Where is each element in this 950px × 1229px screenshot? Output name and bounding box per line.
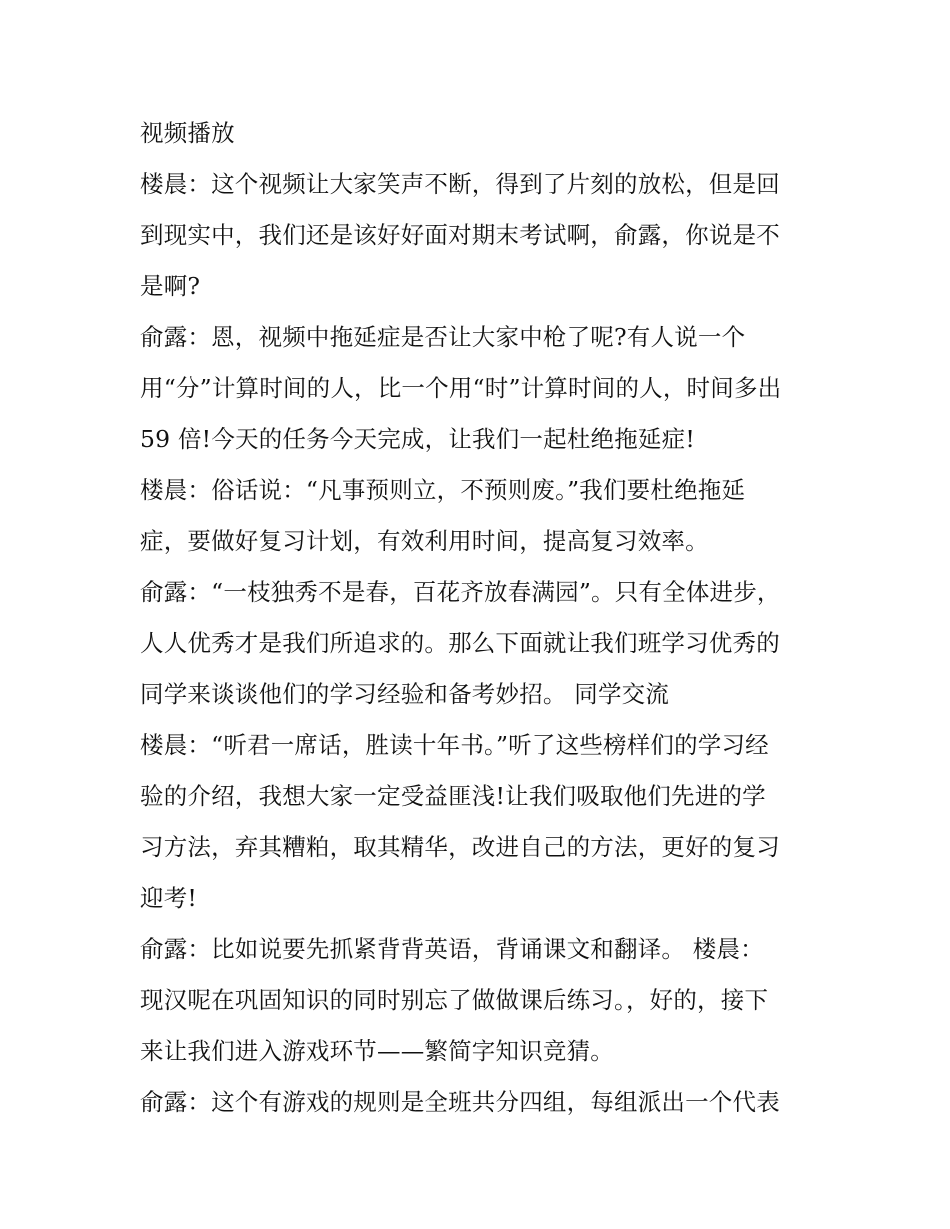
script-text-block xyxy=(140,108,820,1128)
text-line: 俞露：恩，视频中拖延症是否让大家中枪了呢?有人说一个 xyxy=(140,323,746,351)
text-line: 俞露：“一枝独秀不是春，百花齐放春满园”。只有全体进步， xyxy=(140,578,781,606)
text-line: 人人优秀才是我们所追求的。那么下面就让我们班学习优秀的 xyxy=(140,629,780,657)
text-line: 习方法，弃其糟粕，取其精华，改进自己的方法，更好的复习 xyxy=(140,833,780,861)
text-line: 用“分”计算时间的人，比一个用“时”计算时间的人，时间多出 xyxy=(140,374,782,402)
text-line: 楼晨：这个视频让大家笑声不断，得到了片刻的放松，但是回 xyxy=(140,170,780,198)
text-line: 楼晨：俗话说：“凡事预则立，不预则废。”我们要杜绝拖延 xyxy=(140,476,746,504)
text-line: 楼晨：“听君一席话，胜读十年书。”听了这些榜样们的学习经 xyxy=(140,731,769,759)
text-line: 来让我们进入游戏环节——繁简字知识竞猜。 xyxy=(140,1037,614,1065)
text-line: 现汉呢在巩固知识的同时别忘了做做课后练习。，好的，接下 xyxy=(140,986,769,1014)
text-line: 验的介绍，我想大家一定受益匪浅!让我们吸取他们先进的学 xyxy=(140,782,766,810)
text-line: 同学来谈谈他们的学习经验和备考妙招。 同学交流 xyxy=(140,680,670,708)
text-line: 59 倍!今天的任务今天完成，让我们一起杜绝拖延症! xyxy=(140,425,695,453)
text-line: 迎考! xyxy=(140,884,198,912)
text-line: 俞露：这个有游戏的规则是全班共分四组，每组派出一个代表 xyxy=(140,1088,780,1116)
text-line: 是啊? xyxy=(140,272,201,300)
text-line: 视频播放 xyxy=(140,119,235,147)
text-line: 到现实中，我们还是该好好面对期末考试啊，俞露，你说是不 xyxy=(140,221,780,249)
text-line: 俞露：比如说要先抓紧背背英语，背诵课文和翻译。 楼晨： xyxy=(140,935,764,963)
text-line: 症，要做好复习计划，有效利用时间，提高复习效率。 xyxy=(140,527,709,555)
